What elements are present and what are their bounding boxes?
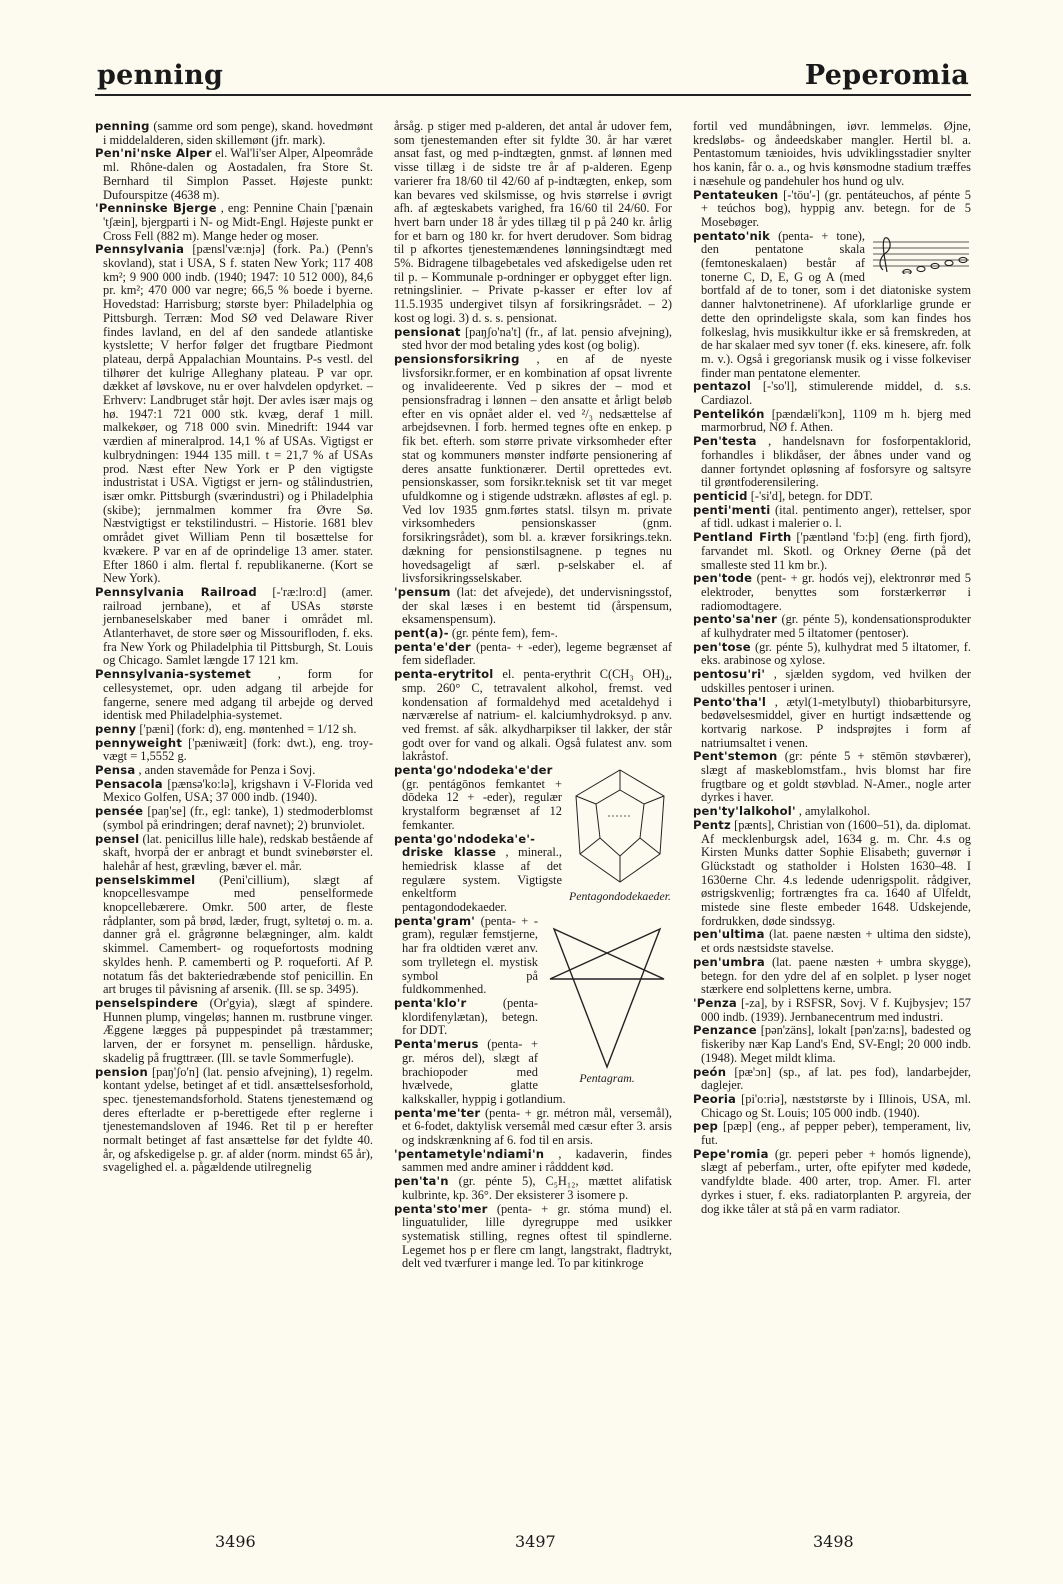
entry-definition: [pæp] (eng., af pepper peber), temperament, liv, fut. xyxy=(701,1119,971,1148)
entry-definition: ['pæntlənd 'fɔ:þ] (eng. firth fjord), farvandet ml. Skotl. og Orkney Øerne (på det smalleste sted 11 km br.). xyxy=(701,530,971,572)
page-number-right: 3498 xyxy=(813,1532,854,1551)
entry-definition: (penta- + gr. méros del), slægt af brachiopoder med hvælvede, glatte kalkskaller, hyppig i gotlandium. xyxy=(402,1037,566,1106)
entry-headword: penny xyxy=(95,721,137,736)
dictionary-entry xyxy=(693,997,971,1024)
dictionary-entry xyxy=(95,874,373,997)
entry-headword: Pentland Firth xyxy=(693,530,792,545)
dictionary-entry xyxy=(693,380,971,407)
entry-definition: (samme ord som penge), skand. hovedmønt i middelalderen, siden skillemønt (jfr. mark). xyxy=(103,120,373,147)
entry-definition: (penta- + -eder), legeme begrænset af fem sideflader. xyxy=(402,639,672,668)
text-columns xyxy=(95,120,975,1540)
entry-definition: ['pæni] (fork: d), eng. møntenhed = 1/12 sh. xyxy=(139,721,357,736)
entry-headword: penta'me'ter xyxy=(394,1105,481,1120)
dictionary-entry xyxy=(95,243,373,586)
entry-definition: [pændæli'kɔn], 1109 m h. bjerg med marmorbrud, NØ f. Athen. xyxy=(701,406,971,435)
dictionary-entry xyxy=(95,737,373,764)
entry-headword: Pennsylvania xyxy=(95,242,185,257)
entry-definition: , form for cellesystemet, opr. uden adgang til arbejde for fangerne, senere med adgang til arbejde og derved identisk med Philadelphia-systemet. xyxy=(103,667,373,723)
entry-headword: 'Penza xyxy=(693,996,737,1010)
entry-definition: (gr: pénte 5 + stēmōn støvbærer), slægt af maskeblomstfam., hvis blomst har fire frugtbare og et goldt støvblad. N-Amer., nogle arter dyrkes i haver. xyxy=(701,749,971,805)
entry-headword: pen'tose xyxy=(693,639,751,654)
entry-headword: pensionsforsikring xyxy=(394,351,520,366)
entry-definition: [-'ræ:lro:d] (amer. railroad jernbane), et af USAs største jernbaneselskaber med baner i området ml. Atlanterhavet, de store søer og Missourifloden, f. eks. fra New York og Philadelphia til Pittsburgh, St. Louis og Chicago. Samlet længde 17 121 km. xyxy=(103,584,373,668)
dictionary-entry xyxy=(394,1175,672,1202)
entry-definition: (penta- + tone), den pentatone skala (femtoneskalaen) består af tonerne C, D, E, G og A (med bortfald af de to toner, som i det diatoniske system danner halvtonetrinene). Af uforklarlige grunde er dette den oprindeligste skala, som kan findes hos folkeslag, hvis musikkultur ikke er så fremskreden, at de har skalaer med syv toner (f. eks. kinesere, afr. folk m. v.). Også i gregoriansk musik og i visse folkeviser finder man pentatone elementer. xyxy=(701,228,971,380)
dictionary-entry xyxy=(394,353,672,586)
entry-headword: penselskimmel xyxy=(95,872,196,887)
entry-definition: (lat. paene næsten + ultima den sidste), et ords næstsidste stavelse. xyxy=(701,927,971,956)
entry-definition: årsåg. p stiger med p-alderen, det antal år udover fem, som tjenestemanden efter sit fyldte 30. år har været ansat fast, og med p-indtægten, gnmst. af lønnen med visse tillæg i de sidste tre år af p-alderen. Egenp varierer fra 18/60 til 42/60 af p-indtægten, enkep, som kan bevares ved skilsmisse, og hvis størrelse i øvrigt afh. af ægteskabets varighed, fra 16/60 til 24/60. For hvert barn under 18 år ydes tillæg til p på 240 kr. årlig for et barn og 180 kr. for hvert derudover. Som bidrag til p afkortes tjenestemændenes lønningsindtægt med 5%. Bidragene tilbagebetales ved afskedigelse uden ret til p. – Kommunale p-ordninger er opbygget efter lign. retningslinier. – Private p-kasser er efter lov af 11.5.1935 undergivet tilsyn af forsikringsrådet. – 2) kost og logi. 3) d. s. s. pensionat. xyxy=(394,120,672,325)
entry-headword: pen'ty'lalkohol' xyxy=(693,804,796,819)
entry-definition: el. Wal'li'ser Alper, Alpeområde ml. Rhône-dalen og Aostadalen, fra Store St. Bernhard til Simplon Passet. Højeste punkt: Dufourspitze (4638 m). xyxy=(103,146,373,202)
dictionary-entry xyxy=(693,696,971,751)
entry-headword: penta'go'ndodeka'e'-driske klasse xyxy=(394,831,536,860)
dictionary-entry xyxy=(693,819,971,929)
dictionary-entry xyxy=(95,202,373,243)
entry-headword: pentazol xyxy=(693,379,752,394)
dictionary-entry xyxy=(693,1024,971,1065)
entry-definition: (gr. pénte 5), kulhydrat med 5 iltatomer, f. eks. arabinose og xylose. xyxy=(701,639,971,668)
header-rule xyxy=(95,94,971,96)
entry-definition: (gr. pénte fem), fem-. xyxy=(451,626,558,641)
dictionary-entry xyxy=(693,1120,971,1147)
entry-headword: penning xyxy=(95,120,150,133)
dictionary-entry xyxy=(693,572,971,613)
entry-headword: penta'gram' xyxy=(394,913,476,928)
entry-definition: , handelsnavn for fosforpentaklorid, forhandles i blikdåser, der åbnes under vand og danner fortyndet opløsning af fosforsyre og saltsyre til grøntfoderensilering. xyxy=(701,434,971,490)
music-staff-icon xyxy=(871,234,971,274)
entry-headword: Pen'ni'nske Alper xyxy=(95,146,212,161)
entry-definition: [paŋ'se] (fr., egl: tanke), 1) stedmoderblomst (symbol på erindringen; deraf navnet); 2) brunviolet. xyxy=(103,804,373,832)
entry-definition: [paŋ'ʃo'n] (lat. pensio afvejning), 1) regelm. kontant ydelse, betinget af et tidl. ansættelsesforhold, spec. tjenestemandsforhold. Statens tjenestemænd og deres efterladte er p-berettigede efter reglerne i tjenestemandsloven af 1946. Ret til p er herefter normalt betinget af fast ansættelse før det fyldte 40. år, og afskedigelse p. gr. af alder (norm. mindst 65 år), svagelighed el. a. pågældende utilregnelig xyxy=(103,1064,373,1175)
dictionary-entry xyxy=(693,1066,971,1093)
dictionary-entry xyxy=(394,586,672,627)
dictionary-entry xyxy=(693,435,971,490)
entry-headword: Pentelikón xyxy=(693,406,765,421)
entry-definition: (penta-klordifenylætan), betegn. for DDT. xyxy=(402,996,538,1038)
entry-headword: Pentz xyxy=(693,817,731,832)
entry-headword: pen'umbra xyxy=(693,954,765,969)
entry-headword: peón xyxy=(693,1064,727,1079)
page-number-left: 3496 xyxy=(215,1532,256,1551)
entry-definition: (lat: det afvejede), det undervisningsstof, der skal læses i en bestemt tid (årspensum, eksamenspensum). xyxy=(402,584,672,627)
entry-headword: penticid xyxy=(693,488,748,503)
entry-headword: pep xyxy=(693,1119,719,1134)
entry-headword: pensel xyxy=(95,831,140,846)
entry-definition: [pən'zäns], lokalt [pən'za:ns], badested og fiskeriby nær Kap Land's End, SV-Engl; 20 000 indb. (1948). Meget mildt klima. xyxy=(701,1023,971,1065)
entry-definition: [pi'o:riə], næststørste by i Illinois, USA, ml. Chicago og St. Louis; 105 000 indb. (1940). xyxy=(701,1091,971,1120)
entry-definition: , amylalkohol. xyxy=(798,804,871,819)
entry-headword: penta-erytritol xyxy=(394,667,494,682)
entry-definition: fortil ved mundåbningen, iøvr. lemmeløs. Øjne, kredsløbs- og åndeedskaber mangler. Hertil bl. a. Pentastomum tænioides, hvis udviklingsstadier snylter hos kanin, får o. a., og hvis kønsmodne stadium træffes i næsehule og pandehuler hos hund og ulv. xyxy=(693,120,971,188)
entry-headword: penti'menti xyxy=(693,502,771,517)
dictionary-entry xyxy=(95,764,373,778)
entry-headword: pentato'nik xyxy=(693,228,770,243)
entry-headword: Pennsylvania Railroad xyxy=(95,584,257,599)
column-3 xyxy=(693,120,971,1540)
dictionary-entry xyxy=(394,1148,672,1175)
dictionary-entry xyxy=(95,997,373,1066)
page-number-middle: 3497 xyxy=(515,1532,556,1551)
dictionary-entry xyxy=(394,641,672,668)
entry-definition: (gr. pentágōnos femkantet + dōdeka 12 + -eder), regulær krystalform begrænset af 12 femkanter. xyxy=(402,776,562,832)
entry-headword: pensionat xyxy=(394,324,461,339)
entry-definition: (lat. paene næsten + umbra skygge), betegn. for den ydre del af en solplet. p lyser noget stærkere end solplettens kerne, umbra. xyxy=(701,954,971,997)
left-running-headword: penning xyxy=(97,60,224,91)
entry-definition: (Or'gyia), slægt af spindere. Hunnen plump, vingeløs; hannen m. rustbrune vinger. Æggene lægges på puppespindet på træstammer; larven, der er forsynet m. pensellign. hårduske, skadelig på frugttræer. (Ill. se tavle Sommerfugle). xyxy=(103,996,373,1065)
dictionary-entry xyxy=(394,120,672,326)
entry-definition: , ætyl(1-metylbutyl) thiobarbitursyre, bedøvelsesmiddel, giver en hurtigt indsættende og kortvarig narkose. P indsprøjtes i form af natriumsaltet i venen. xyxy=(701,694,971,750)
entry-headword: Peoria xyxy=(693,1091,737,1106)
entry-headword: pentosu'ri' xyxy=(693,667,766,682)
entry-definition: [pænsə'ko:lə], krigshavn i V-Florida ved Mexico Golfen, USA; 37 000 indb. (1940). xyxy=(103,776,373,805)
dictionary-entry xyxy=(95,778,373,805)
column-2 xyxy=(394,120,672,1540)
dictionary-entry xyxy=(693,408,971,435)
dictionary-entry xyxy=(693,531,971,572)
entry-headword: pent(a)- xyxy=(394,626,449,641)
entry-definition: (penta- + gr. métron mål, versemål), et 6-fodet, daktylisk versemål med cæsur efter 3. arsis og indskrænkning af 6. fod til en arsis. xyxy=(402,1105,672,1148)
entry-definition: (pent- + gr. hodós vej), elektronrør med 5 elektroder, benyttes som forstærkerrør i radiomodtagere. xyxy=(701,571,971,613)
entry-definition: (gr. peperi peber + homós lignende), slægt af peberfam., urter, ofte epifyter med kødede, vandfyldte blade. 400 arter, trop. Amer. Fl. arter dyrkes i stuer, f. eks. radiatorplanten P. argyreia, der dog ikke tåler at stå på en varm radiator. xyxy=(701,1146,971,1216)
pentagram-figure xyxy=(542,919,672,1086)
right-running-headword: Peperomia xyxy=(804,60,969,91)
entry-headword: pento'sa'ner xyxy=(693,612,777,627)
entry-headword: 'pensum xyxy=(394,584,451,599)
entry-definition: , en af de nyeste livsforsikr.former, er en kombination af opsat livrente og invalideerente. Ved p sikres der – mod et pensionsfradrag i lønnen – den ansatte et årligt beløb efter en vis opnået alder el. ved ²/₃ nedsættelse af arbejdsevnen. I forb. hermed tegnes ofte en enkep. p fik bet. efterh. som større private virksomheder efter stat og kommuners mønster indførte pensionering af deres ansatte funktionærer. Dertil oprettedes evt. pensionskasser, som forsikr.teknisk set tit var meget ufuldkomne og i stigende udstrækn. afløstes af egl. p. Ved lov 1935 gnm.førtes statsl. tilsyn m. private virksomheders pensionskasser (gnm. forsikringsrådet), som bl. a. kræver forsikrings.tekn. dækning for pensionstilsagnene. p tegnes nu hovedsageligt af særl. p-selskaber el. af livsforsikringsselskaber. xyxy=(402,351,672,586)
entry-headword: Pen'testa xyxy=(693,434,757,449)
entry-headword: Pento'tha'l xyxy=(693,694,767,709)
entry-definition: , kadaverin, findes sammen med andre aminer i rådddent kød. xyxy=(402,1146,672,1175)
dictionary-entry xyxy=(693,189,971,230)
entry-definition: el. penta-erythrit C(CH₃ OH)₄, smp. 260° C, tetravalent alkohol, fremst. ved kondensation af formaldehyd med acetaldehyd i nærværelse af natrium- el. kalciumhydroksyd. p anv. ved fremst. af såk. alkydharpikser til lakker, der står godt over for vand og alkali. Også fulatest anv. som lakråstof. xyxy=(402,667,672,764)
entry-definition: [-'töu'-] (gr. pentáteuchos, af pénte 5 + teúchos bog), hyppig anv. betegn. for de 5 Mosebøger. xyxy=(701,187,971,229)
entry-definition: ['pæniwæit] (fork: dwt.), eng. troy-vægt = 1,5552 g. xyxy=(103,735,373,764)
dictionary-entry xyxy=(693,928,971,955)
entry-headword: pension xyxy=(95,1064,148,1079)
dictionary-entry xyxy=(95,586,373,668)
entry-definition: (Peni'cillium), slægt af knopcellesvampe med penselformede knopcellebærere. Omkr. 500 arter, de fleste rådplanter, som på brød, læder, frugt, syltetøj o. m. a. danner grå el. grågrønne belægninger, alm. kaldt skimmel. Camembert- og roquefortosts modning skyldes henh. P. camemberti og P. roqueforti. Af P. notatum fås det bakteriedræbende stof penicillin. En art bruges til påvisning af arsenik. (Ill. se sp. 3495). xyxy=(103,872,373,997)
dictionary-entry xyxy=(95,805,373,832)
dictionary-entry xyxy=(394,1107,672,1148)
entry-definition: (ital. pentimento anger), rettelser, spor af tidl. udkast i malerier o. l. xyxy=(701,502,971,531)
dictionary-entry xyxy=(693,504,971,531)
entry-definition: (penta- + gr. stóma mund) el. linguatulider, lille dyregruppe med usikker systematisk stilling, regnes oftest til spindlerne. Legemet hos p er flere cm langt, langstrakt, fladtrykt, delt ved tværfurer i mange led. To par kitinkroge xyxy=(402,1201,672,1271)
entry-headword: 'pentametyle'ndiami'n xyxy=(394,1146,545,1161)
entry-headword: pennyweight xyxy=(95,735,183,750)
dictionary-entry xyxy=(693,668,971,695)
entry-headword: Pensacola xyxy=(95,776,163,791)
dictionary-entry xyxy=(693,613,971,640)
dictionary-entry xyxy=(394,1203,672,1272)
entry-definition: [pænsl'væ:njə] (fork. Pa.) (Penn's skovland), stat i USA, S f. staten New York; 117 408 km²; 9 900 000 indb. (1940; 1947: 10 512 000), 84,6 pr. km²; 470 000 var negre; 66,5 % boede i byerne. Hovedstad: Harrisburg; største byer: Philadelphia og Pittsburgh. Terræn: Mod SØ ved Delaware River findes lavland, en del af den sandede atlantiske kystslette; V herfor følger det frugtbare Piedmont plateau, derpå Appalachian Mountains. P-s vestl. del tilhører det kulrige Alleghany plateau. P var opr. dækket af løvskove, nu er over halvdelen opdyrket. – Erhverv: Landbruget står højt. Der avles især majs og hø. 1947:1 721 000 stk. kvæg, deraf 1 mill. malkekøer, og 718 000 svin. Minedrift: 1944 var værdien af mineralprod. 14,1 % af USAs. Vigtigst er kulbrydningen: 1944 135 mill. t = 21,7 % af USAs prod. Næst efter New York er P den vigtigste industristat i USA. Vigtigst er jern- og stålindustrien, især omkr. Pittsburgh (sværindustri) og i Philadelphia (skibe); jernmalmen kommer fra Øvre Sø. Næstvigtigst er tekstilindustri. – Historie. 1681 blev området givet William Penn til bosættelse for kvækere. P var en af de oprindelige 13 amer. stater. Efter 1860 i alm. flertal f. republikanerne. (Kort se New York). xyxy=(103,242,373,586)
dictionary-entry xyxy=(95,120,373,147)
entry-headword: Penta'merus xyxy=(394,1037,479,1052)
dictionary-entry xyxy=(693,641,971,668)
entry-headword: Pepe'romia xyxy=(693,1146,769,1161)
entry-headword: Pennsylvania-systemet xyxy=(95,667,251,682)
entry-headword: Penzance xyxy=(693,1023,757,1038)
dictionary-entry xyxy=(693,490,971,504)
dictionary-entry xyxy=(95,723,373,737)
dodecahedron-icon xyxy=(568,766,672,886)
pentagram-caption: Pentagram. xyxy=(579,1071,635,1086)
entry-definition: (lat. penicillus lille hale), redskab bestående af skaft, hvorpå der er anbragt et bundt svinebørster el. halehår af hest, grævling, bæver el. mår. xyxy=(103,831,373,873)
entry-definition: , mineral., hemiedrisk klasse af det regulære system. Vigtigste enkeltform pentagondodekaeder. xyxy=(402,845,562,915)
entry-headword: penta'go'ndodeka'e'der xyxy=(394,763,553,778)
dictionary-entry xyxy=(693,120,971,189)
entry-definition: , anden stavemåde for Penza i Sovj. xyxy=(138,763,316,778)
entry-definition: (gr. pénte 5), C₅H₁₂, mættet alifatisk kulbrinte, kp. 36°. Der eksisterer 3 isomere p. xyxy=(402,1174,672,1202)
entry-headword: pen'ultima xyxy=(693,927,765,942)
dictionary-entry xyxy=(95,833,373,874)
entry-definition: (gr. pénte 5), kondensationsprodukter af kulhydrater med 5 iltatomer (pentoser). xyxy=(701,612,971,641)
entry-headword: Pent'stemon xyxy=(693,749,778,764)
entry-headword: Pensa xyxy=(95,763,136,778)
entry-headword: Pentateuken xyxy=(693,187,779,202)
entry-definition: (penta- + -gram), regulær femstjerne, har fra oldtiden været anv. som trylletegn el. mystisk symbol på fuldkommenhed. xyxy=(402,913,538,997)
entry-definition: [pæ'ɔn] (sp., af lat. pes fod), landarbejder, daglejer. xyxy=(701,1064,971,1093)
dodecahedron-caption: Pentagondodekaeder. xyxy=(569,888,671,903)
page-header xyxy=(95,52,971,98)
dictionary-entry xyxy=(693,750,971,805)
dictionary-entry xyxy=(693,1093,971,1120)
pentagram-icon xyxy=(542,919,672,1069)
column-1 xyxy=(95,120,373,1540)
entry-headword: pen'tode xyxy=(693,571,753,586)
entry-headword: pen'ta'n xyxy=(394,1174,449,1189)
dodecahedron-figure xyxy=(568,766,672,903)
entry-definition: [paŋʃo'na't] (fr., af lat. pensio afvejning), sted hvor der mod betaling ydes kost (og bolig). xyxy=(402,324,672,353)
dictionary-entry xyxy=(693,956,971,997)
entry-headword: penta'e'der xyxy=(394,639,471,654)
entry-headword: penta'sto'mer xyxy=(394,1201,488,1216)
dictionary-entry xyxy=(95,147,373,202)
entry-definition: , eng: Pennine Chain ['pænain 'tʃæin], bjergparti i N- og Midt-Engl. Højeste punkt er Cross Fell (882 m). Mange heder og moser. xyxy=(103,201,373,243)
entry-headword: pensée xyxy=(95,804,144,819)
entry-definition: [-'si'd], betegn. for DDT. xyxy=(750,488,873,503)
entry-definition: [-za], by i RSFSR, Sovj. V f. Kujbysjev; 157 000 indb. (1939). Jernbanecentrum med industri. xyxy=(701,996,971,1024)
dictionary-entry xyxy=(95,1066,373,1176)
dictionary-entry xyxy=(394,326,672,353)
entry-headword: 'Penninske Bjerge xyxy=(95,201,217,216)
dictionary-entry xyxy=(394,627,672,641)
dictionary-entry xyxy=(693,1148,971,1217)
dictionary-entry xyxy=(394,668,672,764)
entry-headword: penta'klo'r xyxy=(394,996,467,1010)
entry-definition: [pænts], Christian von (1600–51), da. diplomat. Af mecklenburgsk adel, 1634 g. m. Chr. 4.s og Kirsten Munks datter Sophie Elisabeth; guvernør i Glückstadt og statholder i Holsten 1630–48. I 1630erne Chr. 4.s ledende udenrigspolit. rådgiver, østrigskvenlig; fortrængtes fra ca. 1640 af Ulfeldt, mistede sine fleste embeder 1648. Udskejende, fordrukken, døde sindssyg. xyxy=(701,817,971,928)
entry-headword: penselspindere xyxy=(95,996,199,1010)
pentatonic-scale-figure xyxy=(871,234,971,278)
dictionary-entry xyxy=(95,668,373,723)
dictionary-entry xyxy=(693,805,971,819)
entry-definition: [-'so'l], stimulerende middel, d. s.s. Cardiazol. xyxy=(701,379,971,408)
entry-definition: , sjælden sygdom, ved hvilken der udskilles pentoser i urinen. xyxy=(701,667,971,695)
